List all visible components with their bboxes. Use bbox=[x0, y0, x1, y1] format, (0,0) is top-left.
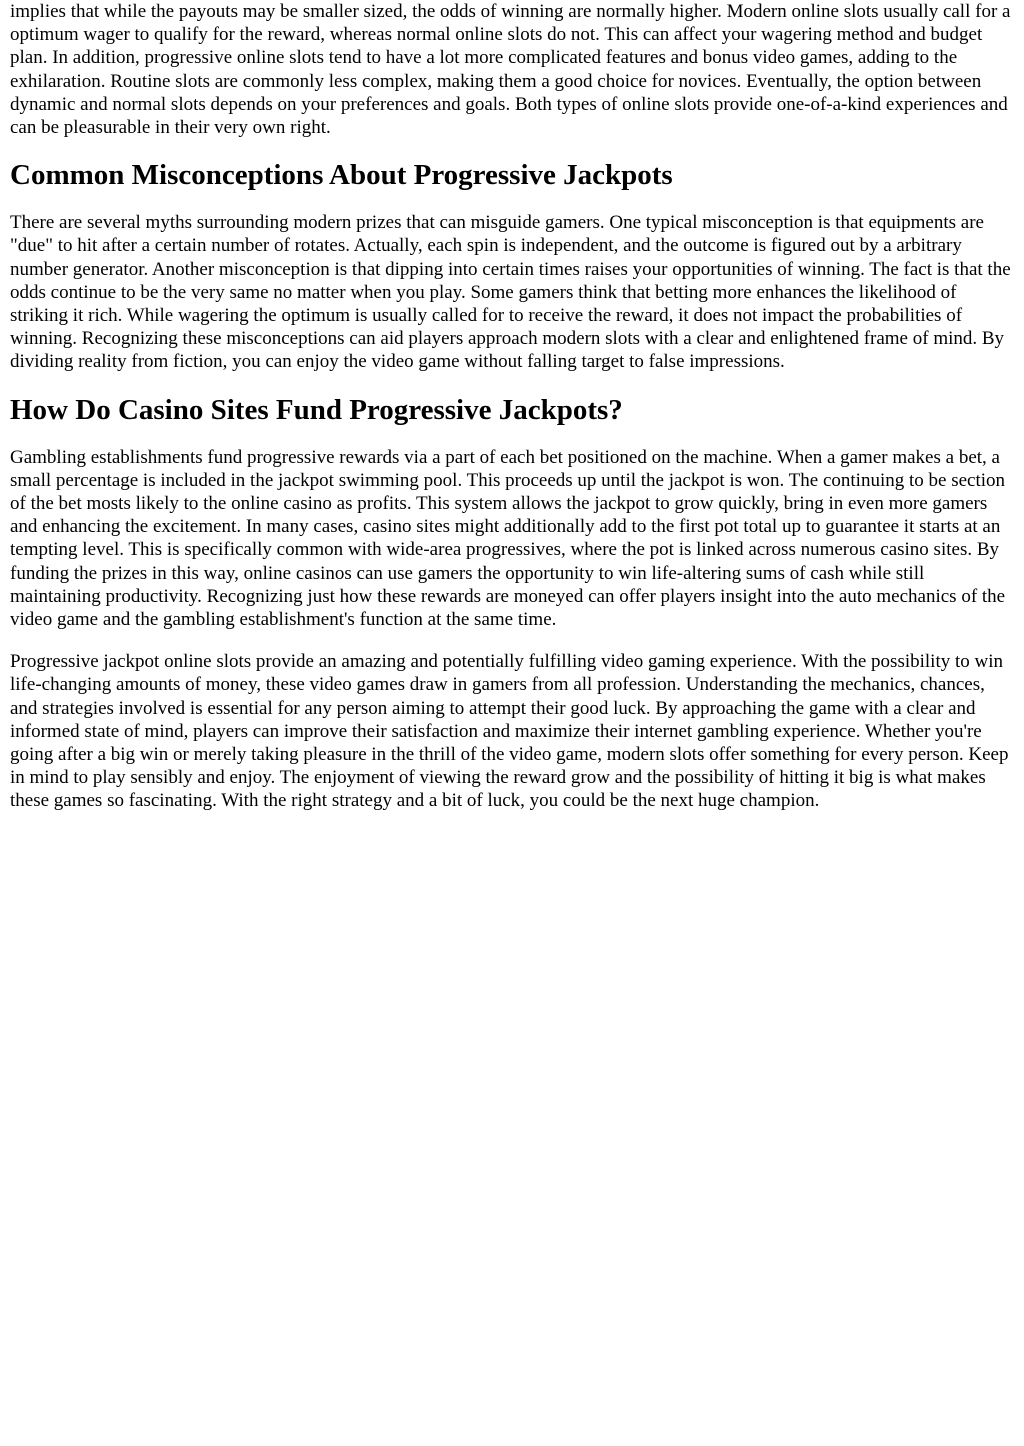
conclusion-paragraph: Progressive jackpot online slots provide an amazing and potentially fulfilling video gaming experience. With the possibility to win life-changing amounts of money, these video games draw in gamers from all profession. Understanding the mechanics, chances, and strategies involved is essential for any person aiming to attempt their good luck. By approaching the game with a clear and informed state of mind, players can improve their satisfaction and maximize their internet gambling experience. Whether you're going after a big win or merely taking pleasure in the thrill of the video game, modern slots offer something for every person. Keep in mind to play sensibly and enjoy. The enjoyment of viewing the reward grow and the possibility of hitting it big is what makes these games so fascinating. With the right strategy and a bit of luck, you could be the next huge champion. bbox=[10, 651, 1009, 812]
misconceptions-heading: Common Misconceptions About Progressive Jackpots bbox=[10, 159, 673, 192]
misconceptions-paragraph: There are several myths surrounding modern prizes that can misguide gamers. One typical misconception is that equipments are "due" to hit after a certain number of rotates. Actually, each spin is independent, and the outcome is figured out by a arbitrary number generator. Another misconception is that dipping into certain times raises your opportunities of winning. The fact is that the odds continue to be the very same no matter when you play. Some gamers think that betting more enhances the likelihood of striking it rich. While wagering the optimum is usually called for to receive the reward, it does not impact the probabilities of winning. Recognizing these misconceptions can aid players approach modern slots with a clear and enlightened frame of mind. By dividing reality from fiction, you can enjoy the video game without falling target to false impressions. bbox=[10, 212, 1011, 373]
funding-heading: How Do Casino Sites Fund Progressive Jackpots? bbox=[10, 393, 623, 426]
funding-paragraph: Gambling establishments fund progressive rewards via a part of each bet positioned on the machine. When a gamer makes a bet, a small percentage is included in the jackpot swimming pool. This proceeds up until the jackpot is won. The continuing to be section of the bet mosts likely to the online casino as profits. This system allows the jackpot to grow quickly, bring in even more gamers and enhancing the excitement. In many cases, casino sites might additionally add to the first pot total up to guarantee it starts at an tempting level. This is specifically common with wide-area progressives, where the pot is linked across numerous casino sites. By funding the prizes in this way, online casinos can use gamers the opportunity to win life-altering sums of cash while still maintaining productivity. Recognizing just how these rewards are moneyed can offer players insight into the auto mechanics of the video game and the gambling establishment's function at the same time. bbox=[10, 446, 1006, 631]
intro-paragraph: implies that while the payouts may be smaller sized, the odds of winning are normally higher. Modern online slots usually call for a optimum wager to qualify for the reward, whereas normal online slots do not. This can affect your wagering method and budget plan. In addition, progressive online slots tend to have a lot more complicated features and bonus video games, adding to the exhilaration. Routine slots are commonly less complex, making them a good choice for novices. Eventually, the option between dynamic and normal slots depends on your preferences and goals. Both types of online slots provide one-of-a-kind experiences and can be pleasurable in their very own right. bbox=[10, 1, 1011, 139]
